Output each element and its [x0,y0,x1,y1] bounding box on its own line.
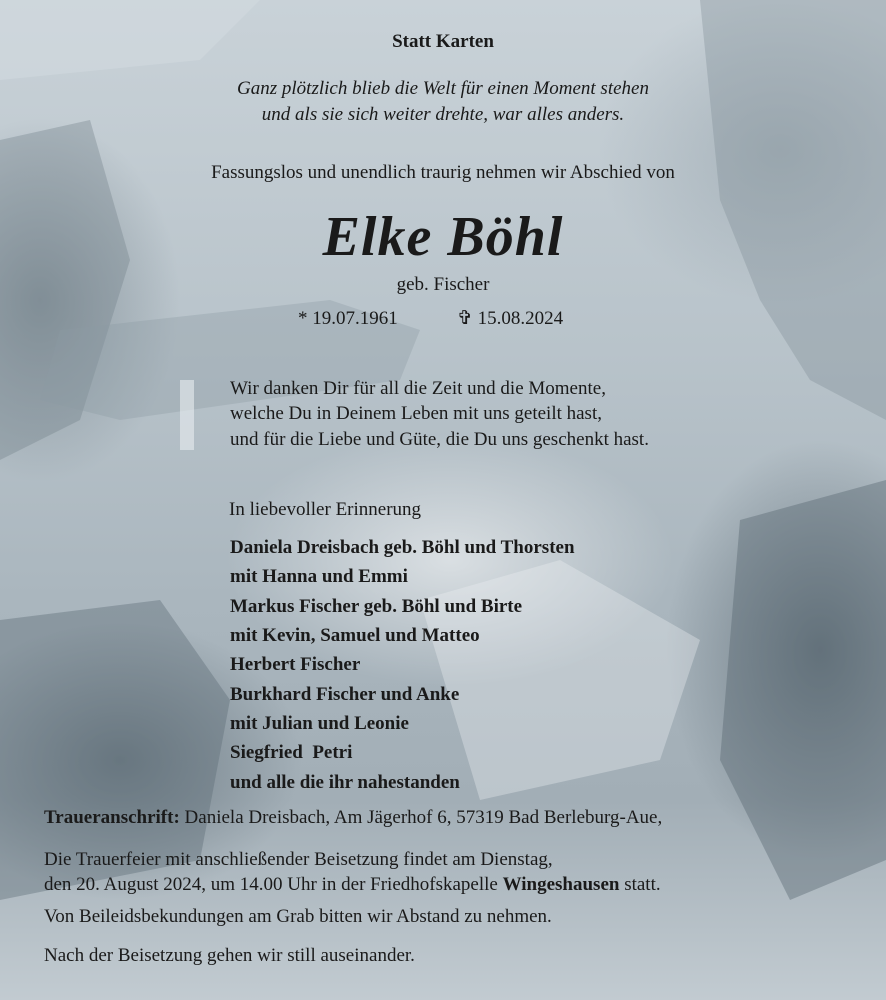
address-label: Traueranschrift: [44,807,180,828]
thanks-line-1: Wir danken Dir für all die Zeit und die Momente, [230,378,606,399]
mourner-line: Markus Fischer geb. Böhl und Birte [230,596,523,617]
address-text: Daniela Dreisbach, Am Jägerhof 6, 57319 Bad Berleburg-Aue, [184,807,663,828]
mourner-line: mit Hanna und Emmi [230,566,408,587]
birth-date-line [298,308,398,330]
death-date-line [457,308,563,330]
remembrance-label: In liebevoller Erinnerung [229,499,422,520]
birth-star-icon: * [298,308,308,329]
thanks-line-2: welche Du in Deinem Leben mit uns geteilt hast, [230,403,602,424]
mourner-line: mit Julian und Leonie [230,713,409,734]
motto-line-2: und als sie sich weiter drehte, war alles anders. [261,104,625,125]
death-date: 15.08.2024 [477,308,564,329]
ceremony-place: Wingeshausen [502,874,620,895]
mourner-line: Burkhard Fischer und Anke [230,684,460,705]
cross-icon: ✞ [457,308,473,329]
mourner-line: mit Kevin, Samuel und Matteo [230,625,480,646]
ceremony-date-time: den 20. August 2024, um 14.00 Uhr in der Friedhofskapelle [44,874,498,895]
ceremony-end: statt. [624,874,661,895]
mourner-line: Herbert Fischer [230,654,361,675]
motto-line-1: Ganz plötzlich blieb die Welt für einen Moment stehen [237,78,649,99]
deceased-name: Elke Böhl [322,206,564,268]
mourner-line: Siegfried Petri [230,742,353,763]
mourner-line: Daniela Dreisbach geb. Böhl und Thorsten [230,537,575,558]
ceremony-line-1: Die Trauerfeier mit anschließender Beisetzung findet am Dienstag, [44,849,553,870]
header-statt-karten: Statt Karten [392,31,494,52]
intro-line: Fassungslos und unendlich traurig nehmen wir Abschied von [211,162,675,183]
note-condolences: Von Beileidsbekundungen am Grab bitten wir Abstand zu nehmen. [44,906,552,927]
mourner-line: und alle die ihr nahestanden [230,772,460,793]
birth-date: 19.07.1961 [312,308,398,329]
note-after-burial: Nach der Beisetzung gehen wir still auseinander. [44,945,415,966]
ceremony-line-2 [44,874,661,896]
thanks-line-3: und für die Liebe und Güte, die Du uns geschenkt hast. [230,429,649,450]
condolence-address [44,807,662,829]
maiden-name: geb. Fischer [396,274,490,295]
